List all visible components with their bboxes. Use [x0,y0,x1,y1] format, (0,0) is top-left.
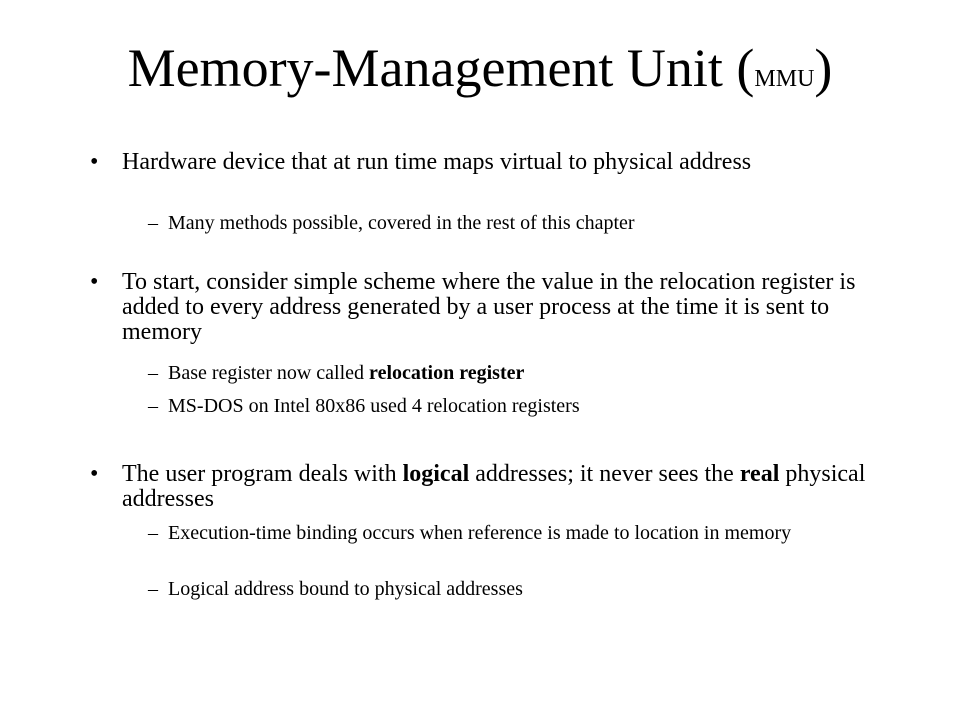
sub-bullet-1-1 [148,213,908,234]
relocation-register-term: relocation register [369,362,525,384]
sub-marker: – [148,362,158,384]
sub-bullet-text: MS-DOS on Intel 80x86 used 4 relocation registers [168,395,580,417]
bullet-2 [90,270,890,345]
sub-bullet-text-plain: Base register now called [168,362,370,384]
bullet-1-text: Hardware device that at run time maps virtual to physical address [122,149,752,175]
sub-marker: – [148,395,158,417]
sub-bullet-text [168,363,908,384]
logical-term: logical [402,461,470,487]
bullet-3 [90,462,890,512]
bullet-3-text-part: physical addresses [122,461,866,512]
title-abbrev: MMU [754,66,815,92]
title-close: ) [814,38,833,98]
bullet-marker: • [90,461,99,487]
sub-bullet-2-1 [148,363,908,384]
sub-bullet-3-1 [148,523,908,544]
sub-bullet-text: Many methods possible, covered in the rest of this chapter [168,212,635,234]
bullet-3-text [122,462,890,512]
title-main: Memory-Management Unit ( [127,38,755,98]
bullet-1 [90,150,890,175]
sub-marker: – [148,522,158,544]
slide-title [0,36,960,111]
sub-bullet-text: Logical address bound to physical addresses [168,578,523,600]
sub-marker: – [148,578,158,600]
sub-bullet-3-2 [148,579,908,600]
sub-marker: – [148,212,158,234]
bullet-3-text-part: The user program deals with [122,461,403,487]
bullet-marker: • [90,149,99,175]
bullet-3-text-part: addresses; it never sees the [469,461,740,487]
bullet-2-text: To start, consider simple scheme where the value in the relocation register is added to every address generated by a user process at the time it is sent to memory [122,269,856,345]
sub-bullet-text: Execution-time binding occurs when reference is made to location in memory [168,522,792,544]
sub-bullet-2-2 [148,396,908,417]
real-term: real [739,461,780,487]
bullet-marker: • [90,269,99,295]
